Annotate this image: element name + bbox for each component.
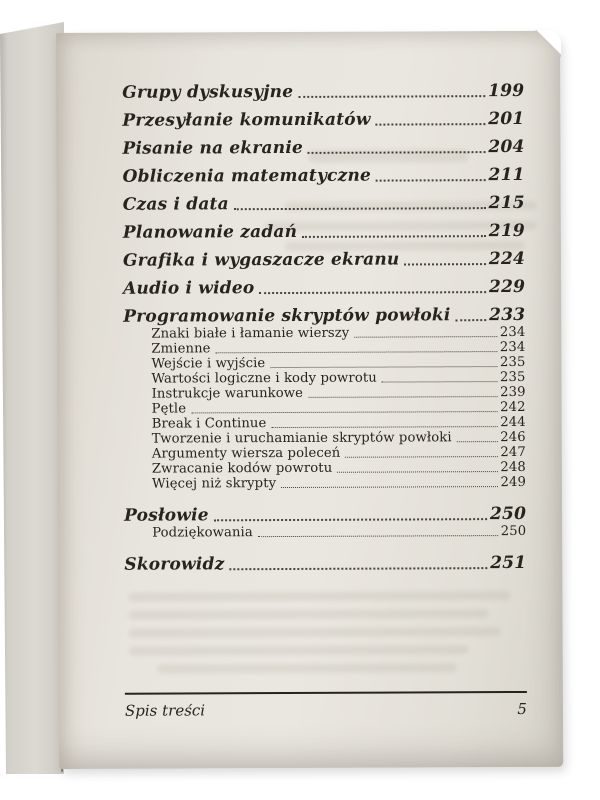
toc-entry <box>123 213 525 243</box>
toc-entry-page-number: 233 <box>489 304 526 326</box>
dot-leader <box>271 426 497 428</box>
toc-entry <box>124 430 526 447</box>
toc-entry-page-number: 244 <box>500 414 526 431</box>
dot-leader <box>457 441 498 442</box>
footer-section-label: Spis treści <box>124 701 206 720</box>
toc-entry-title: Tworzenie i uruchamianie skryptów powłoki <box>151 430 452 447</box>
table-of-contents <box>122 73 526 575</box>
toc-entry <box>124 496 526 526</box>
toc-entry-title: Obliczenia matematyczne <box>122 165 372 187</box>
bleedthrough-line <box>129 627 501 638</box>
toc-entry-title: Posłowie <box>124 505 209 526</box>
dot-leader <box>456 319 487 321</box>
toc-entry-title: Grupy dyskusyjne <box>122 81 294 103</box>
toc-entry-title: Wejście i wyjście <box>151 356 266 372</box>
bleedthrough-line <box>128 591 510 602</box>
toc-entry-title: Zmienne <box>151 341 211 357</box>
toc-entry <box>124 524 526 541</box>
dot-leader <box>216 351 497 353</box>
footer-page-number: 5 <box>517 699 527 718</box>
dot-leader <box>191 411 497 413</box>
toc-entry-title: Grafika i wygaszacze ekranu <box>122 249 400 271</box>
toc-entry-title: Break i Continue <box>151 416 267 432</box>
toc-entry <box>122 73 524 103</box>
toc-entry-title: Więcej niż skrypty <box>151 476 277 492</box>
page-footer <box>125 691 527 720</box>
dot-leader <box>214 518 487 521</box>
dot-leader <box>302 235 486 238</box>
bleedthrough-line <box>157 663 457 673</box>
dot-leader <box>234 207 486 210</box>
toc-entry-page-number: 250 <box>500 523 527 540</box>
dot-leader <box>308 151 485 154</box>
dot-leader <box>270 366 497 368</box>
toc-entry-page-number: 239 <box>500 384 526 401</box>
toc-entry-title: Pętle <box>151 401 187 417</box>
toc-entry-page-number: 215 <box>488 192 525 214</box>
toc-entry <box>123 340 525 357</box>
toc-entry <box>123 185 525 215</box>
toc-entry-page-number: 246 <box>500 429 526 446</box>
bleedthrough-line <box>129 609 489 620</box>
toc-entry <box>123 355 525 372</box>
toc-entry-page-number: 250 <box>489 503 527 525</box>
toc-entry <box>123 241 525 271</box>
toc-entry-title: Programowanie skryptów powłoki <box>123 305 451 327</box>
dot-leader <box>281 486 497 488</box>
dot-leader <box>229 567 487 570</box>
toc-entry <box>124 445 526 462</box>
toc-entry-title: Podziękowania <box>152 525 253 541</box>
toc-entry-page-number: 251 <box>490 552 527 574</box>
dot-leader <box>354 336 497 338</box>
toc-entry-page-number: 235 <box>499 354 526 371</box>
dot-leader <box>345 456 497 458</box>
toc-entry-page-number: 219 <box>488 220 525 242</box>
dot-leader <box>376 179 486 181</box>
toc-entry <box>122 101 524 131</box>
toc-entry-page-number: 201 <box>488 108 525 130</box>
toc-entry <box>124 475 526 492</box>
toc-entry-page-number: 234 <box>499 324 526 341</box>
toc-entry-page-number: 199 <box>488 80 525 102</box>
toc-entry-page-number: 211 <box>488 164 525 186</box>
toc-entry-page-number: 249 <box>500 474 526 491</box>
dot-leader <box>404 263 485 265</box>
toc-entry <box>124 385 526 402</box>
toc-entry-title: Pisanie na ekranie <box>122 137 304 159</box>
left-page-edge <box>0 22 64 774</box>
toc-entry <box>123 370 525 387</box>
dot-leader <box>259 291 486 294</box>
toc-entry-title: Znaki białe i łamanie wierszy <box>151 325 350 342</box>
toc-entry-title: Planowanie zadań <box>122 221 298 243</box>
book-page <box>56 31 563 769</box>
bleedthrough-line <box>129 645 469 655</box>
toc-entry-title: Zwracanie kodów powrotu <box>151 460 333 477</box>
toc-entry <box>124 415 526 432</box>
dot-leader <box>258 535 498 537</box>
dot-leader <box>337 471 497 473</box>
toc-entry-page-number: 248 <box>500 459 526 476</box>
toc-entry-page-number: 204 <box>488 136 525 158</box>
toc-entry <box>124 460 526 477</box>
dot-leader <box>382 381 497 383</box>
toc-entry <box>124 400 526 417</box>
toc-entry <box>123 325 525 342</box>
dot-leader <box>298 95 485 98</box>
toc-entry <box>123 297 525 327</box>
bent-corner <box>535 30 561 58</box>
toc-entry-page-number: 235 <box>499 369 526 386</box>
toc-entry-title: Przesyłanie komunikatów <box>122 109 371 131</box>
toc-entry-page-number: 242 <box>500 399 526 416</box>
toc-entry-title: Skorowidz <box>124 554 225 575</box>
toc-entry <box>123 157 525 187</box>
toc-entry <box>124 545 526 575</box>
toc-entry-title: Wartości logiczne i kody powrotu <box>151 370 377 387</box>
toc-entry-title: Czas i data <box>122 194 229 215</box>
dot-leader <box>376 123 486 125</box>
toc-entry-title: Argumenty wiersza poleceń <box>151 445 341 462</box>
toc-entry-page-number: 234 <box>499 339 526 356</box>
dot-leader <box>308 396 497 398</box>
toc-entry-title: Audio i wideo <box>123 278 255 299</box>
toc-entry-page-number: 224 <box>488 248 526 270</box>
toc-entry-page-number: 229 <box>488 276 526 298</box>
toc-entry <box>123 269 525 299</box>
toc-entry <box>122 129 524 159</box>
toc-entry-title: Instrukcje warunkowe <box>151 385 304 402</box>
toc-entry-page-number: 247 <box>500 444 526 461</box>
